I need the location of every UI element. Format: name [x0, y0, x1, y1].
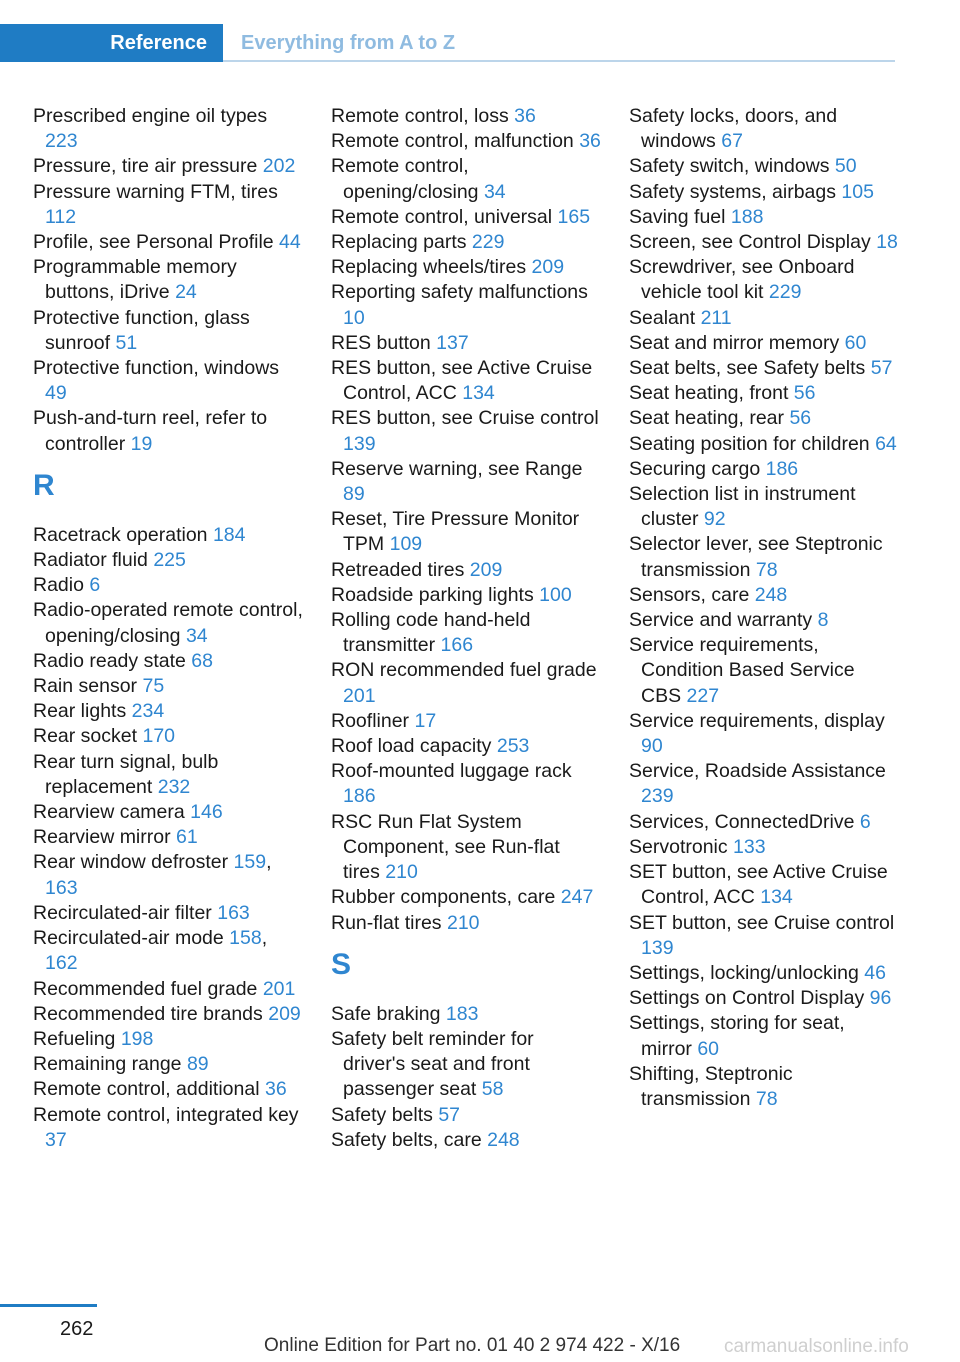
index-entry [331, 280, 601, 330]
index-term: Remote control, opening/closing [331, 155, 479, 203]
index-term: Service requirements, display [629, 709, 885, 732]
page-reference-link[interactable]: 92 [703, 508, 726, 531]
index-term: Safety belts, care [331, 1128, 482, 1151]
page-reference-link[interactable]: 18 [876, 231, 898, 254]
index-term: Service and warranty [629, 609, 813, 632]
index-entry [33, 523, 303, 548]
index-entry [331, 406, 601, 456]
index-term: Rear turn signal, bulb replacement [33, 750, 219, 798]
index-entry [33, 825, 303, 850]
index-entry [629, 457, 899, 482]
index-term: Refueling [33, 1027, 116, 1050]
page-number: 262 [60, 1318, 94, 1340]
index-entry [629, 331, 899, 356]
index-term: Securing cargo [629, 457, 761, 480]
index-term: Roadside parking lights [331, 583, 534, 606]
page-reference-link[interactable]: 109 [389, 533, 423, 556]
index-term: Reserve warning, see Range [331, 457, 583, 480]
index-entry [33, 901, 303, 926]
page-reference-link[interactable]: 139 [343, 432, 376, 455]
page-reference-link[interactable]: 159 [233, 851, 267, 874]
page-reference-link[interactable]: 78 [755, 1087, 778, 1110]
page-reference-link[interactable]: 36 [264, 1078, 287, 1101]
page-reference-link[interactable]: 139 [641, 936, 674, 959]
index-term: Rubber components, care [331, 886, 556, 909]
index-term: Retreaded tires [331, 558, 465, 581]
index-entry [331, 911, 601, 936]
index-term: Rear window defroster [33, 851, 229, 874]
index-term: Programmable memory buttons, iDrive [33, 256, 237, 304]
index-entry [629, 180, 899, 205]
index-term: Safety locks, doors, and windows [629, 105, 838, 153]
index-entry [629, 104, 899, 154]
page-reference-link[interactable]: 163 [45, 876, 78, 899]
index-term: Push-and-turn reel, refer to controller [33, 407, 268, 455]
page-reference-link[interactable]: 248 [754, 583, 788, 606]
index-entry [629, 255, 899, 305]
page-reference-link[interactable]: 17 [414, 709, 437, 732]
watermark: carmanualsonline.info [724, 1336, 909, 1357]
index-entry [33, 406, 303, 456]
index-entry [33, 649, 303, 674]
page-reference-link[interactable]: 56 [789, 407, 812, 430]
index-term: Remote control, loss [331, 105, 509, 127]
index-entry [33, 356, 303, 406]
index-term: Sensors, care [629, 583, 750, 606]
page-reference-link[interactable]: 166 [440, 634, 474, 657]
index-entry [33, 180, 303, 230]
index-entry [331, 1027, 601, 1103]
page-reference-link[interactable]: 96 [869, 987, 892, 1010]
page-reference-link[interactable]: 90 [641, 735, 663, 758]
index-term: Radio ready state [33, 649, 186, 672]
page-reference-link[interactable]: 209 [469, 558, 503, 581]
page-reference-link[interactable]: 198 [120, 1027, 154, 1050]
index-term: Seat belts, see Safety belts [629, 357, 866, 380]
section-tab [0, 24, 223, 62]
index-entry [629, 633, 899, 709]
page-reference-link[interactable]: 75 [142, 675, 165, 698]
page-reference-link[interactable]: 36 [514, 105, 536, 127]
page-reference-link[interactable]: 105 [841, 180, 874, 203]
page-reference-link[interactable]: 78 [755, 558, 778, 581]
index-entry [33, 306, 303, 356]
index-term: Prescribed engine oil types [33, 105, 268, 127]
index-entry [629, 709, 899, 759]
index-term: Roof-mounted luggage rack [331, 760, 572, 783]
index-entry [331, 1103, 601, 1128]
page-reference-link[interactable]: 58 [481, 1078, 504, 1101]
index-entry [33, 724, 303, 749]
index-term: Run-flat tires [331, 911, 442, 934]
index-term: SET button, see Cruise control [629, 911, 895, 934]
page-reference-link[interactable]: 162 [45, 952, 78, 975]
index-term: Screwdriver, see Onboard vehicle tool kit [629, 256, 855, 304]
index-term: Settings, storing for seat, mirror [629, 1012, 845, 1060]
index-entry [629, 860, 899, 910]
index-entry [331, 1002, 601, 1027]
page-reference-link[interactable]: 56 [793, 382, 816, 405]
index-entry [33, 230, 303, 255]
index-entry [33, 750, 303, 800]
index-entry [331, 331, 601, 356]
page-reference-link[interactable]: 24 [175, 281, 197, 304]
index-term: Protective function, windows [33, 357, 280, 380]
index-entry [331, 709, 601, 734]
index-entry [33, 977, 303, 1002]
index-letter-heading: R [33, 468, 55, 502]
index-entry [629, 154, 899, 179]
page-reference-link[interactable]: 68 [191, 649, 213, 672]
index-entry [629, 835, 899, 860]
index-entry [331, 356, 601, 406]
page-reference-link[interactable]: 112 [45, 205, 77, 228]
index-entry: Recirculated-air mode 158, 162 [33, 927, 268, 975]
index-term: Replacing wheels/tires [331, 256, 527, 279]
index-term: Recommended tire brands [33, 1002, 263, 1025]
index-entry [331, 734, 601, 759]
index-entry [629, 911, 899, 961]
page-reference-link[interactable]: 188 [730, 205, 764, 228]
page-reference-link[interactable]: 248 [487, 1128, 520, 1151]
page-reference-link[interactable]: 186 [343, 785, 376, 808]
index-entry [331, 457, 601, 507]
index-entry [629, 583, 899, 608]
index-entry [331, 583, 601, 608]
page-reference-link[interactable]: 211 [700, 306, 732, 329]
page-reference-link[interactable]: 89 [186, 1053, 209, 1076]
index-entry [629, 205, 899, 230]
index-term: Pressure, tire air pressure [33, 155, 258, 178]
index-term: Safe braking [331, 1002, 441, 1025]
index-term: Racetrack operation [33, 523, 208, 546]
page-reference-link[interactable]: 209 [531, 256, 565, 279]
index-entry [629, 306, 899, 331]
index-entry [331, 205, 601, 230]
index-term: Remote control, integrated key [33, 1103, 299, 1126]
edition-note: Online Edition for Part no. 01 40 2 974 422 - X/16 [264, 1335, 681, 1356]
index-term: Radio-operated remote control, opening/closing [33, 599, 303, 647]
index-term: Rolling code hand-held transmitter [331, 609, 531, 657]
index-entry [629, 406, 899, 431]
page-reference-link[interactable]: 229 [768, 281, 802, 304]
page-reference-link[interactable]: 253 [496, 735, 530, 758]
page-reference-link[interactable]: 234 [131, 700, 165, 723]
index-term: Selector lever, see Steptronic transmission [629, 533, 883, 581]
index-term: RES button, see Cruise control [331, 407, 599, 430]
index-term: Safety belts [331, 1103, 433, 1126]
index-entry [629, 482, 899, 532]
index-term: RES button [331, 331, 431, 354]
index-term: Rear socket [33, 725, 138, 748]
page-reference-link[interactable]: 133 [733, 835, 766, 858]
index-entry [629, 356, 899, 381]
index-term: Seat and mirror memory [629, 331, 840, 354]
index-term: Recirculated-air mode [33, 927, 224, 950]
index-term: Remaining range [33, 1053, 182, 1076]
index-entry [629, 230, 899, 255]
index-term: Roofliner [331, 709, 410, 732]
page-reference-link[interactable]: 201 [343, 684, 376, 707]
index-term: Replacing parts [331, 231, 467, 254]
page-reference-link[interactable]: 146 [190, 801, 223, 824]
index-entry [629, 986, 899, 1011]
footer-rule [0, 1304, 97, 1307]
page-reference-link[interactable]: 165 [557, 205, 591, 228]
index-term: SET button, see Active Cruise Control, ACC [629, 861, 888, 909]
index-term: Shifting, Steptronic transmission [629, 1062, 793, 1110]
index-term: Radio [33, 574, 84, 597]
index-term: Reset, Tire Pressure Monitor TPM [331, 508, 580, 556]
index-column-2 [331, 104, 601, 1153]
page-reference-link[interactable]: 163 [217, 901, 250, 924]
page-reference-link[interactable]: 239 [641, 785, 674, 808]
index-entry [33, 598, 303, 648]
running-header [0, 24, 895, 62]
page-reference-link[interactable]: 184 [212, 523, 246, 546]
index-entry [629, 381, 899, 406]
index-term: Remote control, additional [33, 1078, 260, 1101]
page-reference-link[interactable]: 100 [539, 583, 572, 606]
index-term: Seating position for children [629, 432, 870, 455]
page-reference-link[interactable]: 44 [279, 231, 301, 254]
index-term: Sealant [629, 306, 696, 329]
page-reference-link[interactable]: 34 [185, 624, 208, 647]
index-entry [33, 1052, 303, 1077]
page-reference-link[interactable]: 134 [760, 886, 793, 909]
index-entry [33, 1027, 303, 1052]
index-entry [629, 608, 899, 633]
index-entry [629, 810, 899, 835]
index-term: Remote control, malfunction [331, 130, 574, 153]
index-entry [629, 532, 899, 582]
chapter-title: Everything from A to Z [241, 32, 456, 54]
index-entry [331, 104, 601, 129]
index-term: Settings on Control Display [629, 987, 865, 1010]
page-reference-link[interactable]: 158 [229, 927, 262, 950]
page-reference-link[interactable]: 225 [153, 549, 186, 572]
page-reference-link[interactable]: 201 [262, 977, 296, 1000]
index-term: Rearview mirror [33, 826, 171, 849]
index-entry [33, 104, 303, 154]
index-term: Safety systems, airbags [629, 180, 836, 203]
page-reference-link[interactable]: 134 [462, 382, 495, 405]
index-term: Rain sensor [33, 675, 138, 698]
page-reference-link[interactable]: 247 [560, 886, 594, 909]
index-term: Safety belt reminder for driver's seat and front passenger seat [331, 1027, 534, 1101]
page-reference-link[interactable]: 6 [89, 574, 101, 597]
index-term: Service, Roadside Assistance [629, 760, 886, 783]
index-entry [629, 961, 899, 986]
index-entry [331, 810, 601, 886]
index-entry [33, 800, 303, 825]
page-reference-link[interactable]: 170 [142, 725, 176, 748]
index-term: Servotronic [629, 835, 728, 858]
index-term: Reporting safety malfunctions [331, 281, 588, 304]
index-entry [629, 432, 899, 457]
index-entry [331, 154, 601, 204]
index-entry [331, 1128, 601, 1153]
page-reference-link[interactable]: 34 [483, 180, 506, 203]
index-entry [629, 759, 899, 809]
index-entry [629, 1062, 899, 1112]
page-reference-link[interactable]: 57 [438, 1103, 461, 1126]
header-rule [223, 60, 895, 62]
index-term: Radiator fluid [33, 549, 148, 572]
page-reference-link[interactable]: 60 [844, 331, 867, 354]
page-reference-link[interactable]: 61 [176, 826, 198, 849]
page-reference-link[interactable]: 202 [262, 155, 296, 178]
index-term: Seat heating, front [629, 382, 789, 405]
index-entry [331, 507, 601, 557]
index-term: RSC Run Flat System Component, see Run-flat tires [331, 810, 560, 884]
index-entry [331, 658, 601, 708]
index-entry [331, 255, 601, 280]
section-title: Reference [110, 31, 207, 54]
index-term: Services, ConnectedDrive [629, 810, 855, 833]
index-term: Rear lights [33, 700, 127, 723]
index-entry [331, 230, 601, 255]
index-term: Service requirements, Condition Based Service CBS [629, 634, 855, 707]
index-term: RON recommended fuel grade [331, 659, 597, 682]
index-entry [331, 759, 601, 809]
index-entry [33, 573, 303, 598]
index-term: Remote control, universal [331, 205, 553, 228]
index-letter-heading: S [331, 947, 352, 981]
page-reference-link[interactable]: 10 [343, 306, 365, 329]
index-term: Recommended fuel grade [33, 977, 258, 1000]
page-reference-link[interactable]: 36 [579, 130, 601, 153]
page-reference-link[interactable]: 89 [343, 483, 365, 506]
index-entry [33, 255, 303, 305]
page-reference-link[interactable]: 183 [445, 1002, 479, 1025]
index-entry [33, 1103, 303, 1153]
index-entry [331, 885, 601, 910]
page-reference-link[interactable]: 57 [870, 357, 893, 380]
page-reference-link[interactable]: 6 [859, 810, 871, 833]
page-reference-link[interactable]: 210 [446, 911, 480, 934]
index-entry [33, 674, 303, 699]
index-entry [33, 154, 303, 179]
page-reference-link[interactable]: 51 [115, 331, 138, 354]
page-reference-link[interactable]: 64 [875, 432, 897, 455]
index-term: Safety switch, windows [629, 155, 830, 178]
index-term: Pressure warning FTM, tires [33, 180, 278, 203]
index-term: Recirculated-air filter [33, 901, 212, 924]
page-reference-link[interactable]: 137 [436, 331, 469, 354]
index-entry [331, 129, 601, 154]
index-entry [33, 548, 303, 573]
page-reference-link[interactable]: 232 [157, 775, 191, 798]
index-term: Roof load capacity [331, 735, 492, 758]
page-reference-link[interactable]: 209 [268, 1002, 301, 1025]
page-reference-link[interactable]: 229 [471, 231, 505, 254]
index-entry [331, 558, 601, 583]
index-entry [33, 699, 303, 724]
page-reference-link[interactable]: 49 [45, 382, 67, 405]
page-reference-link[interactable]: 19 [130, 432, 153, 455]
index-term: Screen, see Control Display [629, 231, 871, 254]
index-term: Seat heating, rear [629, 407, 785, 430]
index-entry: Rear window defroster 159, 163 [33, 851, 272, 899]
index-term: RES button, see Active Cruise Control, ACC [331, 357, 593, 405]
index-entry [629, 1011, 899, 1061]
index-term: Rearview camera [33, 801, 185, 824]
page-reference-link[interactable]: 50 [834, 155, 857, 178]
index-column-3 [629, 104, 899, 1112]
index-term: Profile, see Personal Profile [33, 231, 274, 254]
page-reference-link[interactable]: 60 [697, 1037, 720, 1060]
page-reference-link[interactable]: 37 [45, 1128, 67, 1151]
index-entry [33, 1002, 303, 1027]
index-term: Settings, locking/unlocking [629, 961, 859, 984]
page-reference-link[interactable]: 8 [817, 609, 829, 632]
index-term: Protective function, glass sunroof [33, 306, 250, 354]
index-column-1 [33, 104, 303, 1153]
page-reference-link[interactable]: 46 [864, 961, 886, 984]
index-entry [33, 1077, 303, 1102]
page-reference-link[interactable]: 223 [45, 130, 78, 153]
page-reference-link[interactable]: 67 [721, 130, 743, 153]
index-entry [331, 608, 601, 658]
index-term: Saving fuel [629, 205, 726, 228]
page-reference-link[interactable]: 227 [686, 684, 720, 707]
page-reference-link[interactable]: 210 [385, 861, 418, 884]
index-term: Selection list in instrument cluster [629, 483, 856, 531]
page-reference-link[interactable]: 186 [765, 457, 799, 480]
